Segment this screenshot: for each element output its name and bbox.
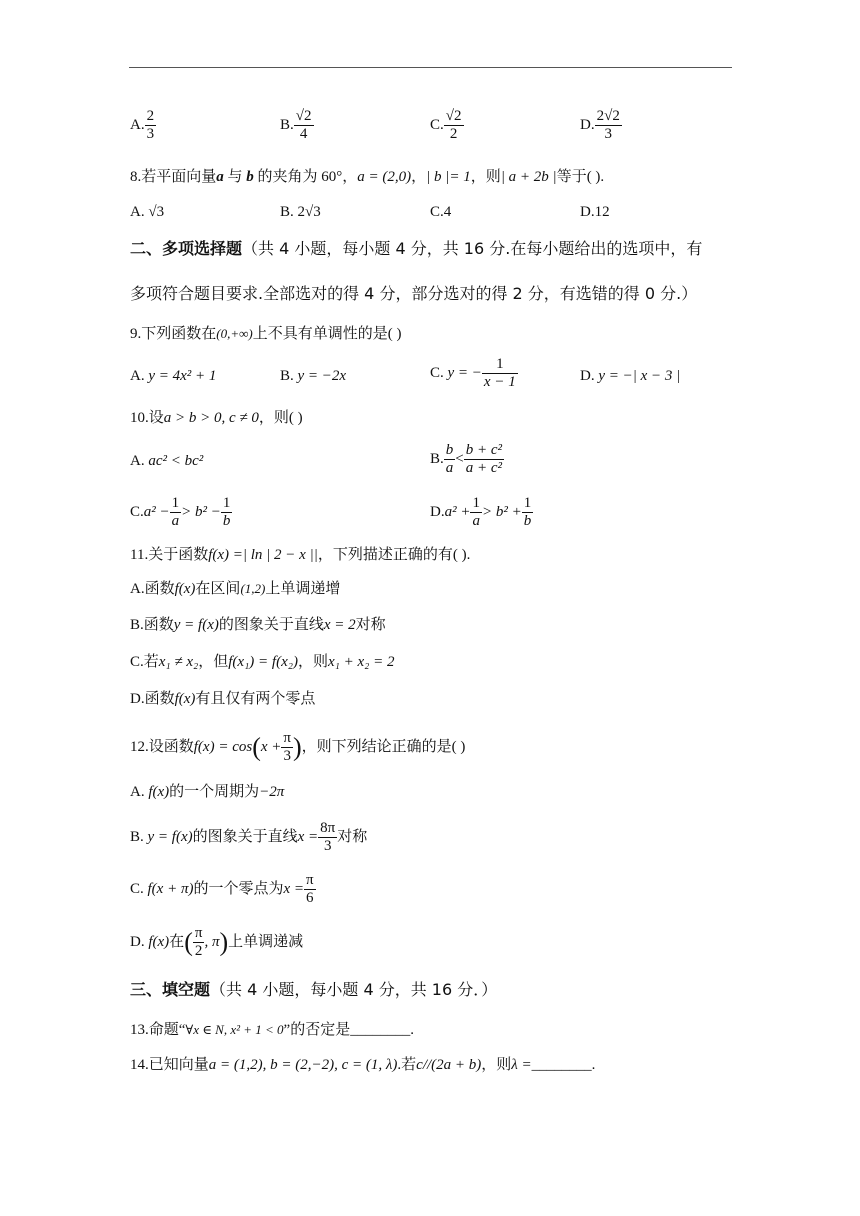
- q11-option-b: B.函数y = f(x)的图象关于直线x = 2对称: [130, 617, 386, 633]
- q14-answer-blank: ________: [531, 1057, 592, 1073]
- q12-option-d: D. f(x)在( $\frac{\pi}{2}$ , π)上单调递减: [130, 925, 304, 959]
- q9-stem: 9.下列函数在(0,+∞)上不具有单调性的是( ): [130, 326, 402, 342]
- q8-option-d: D.12: [580, 204, 610, 220]
- q9-option-d: D. y = −| x − 3 |: [580, 368, 681, 384]
- q9-option-a: A. y = 4x² + 1: [130, 368, 217, 384]
- q8-stem: 8.若平面向量a 与 b 的夹角为 60°，a = (2,0)，| b |= 1，则| a + 2b |等于( ).: [130, 169, 605, 185]
- q12-option-a: A. f(x)的一个周期为−2π: [130, 784, 285, 800]
- q8-option-c: C.4: [430, 204, 452, 220]
- q10-option-d: D.a² + $\frac{1}{a}$ > b² + $\frac{1}{b}$: [430, 495, 532, 529]
- q11-option-c: C.若x₁ ≠ x₂，但f(x₁) = f(x₂)，则x₁ + x₂ = 2: [130, 654, 395, 670]
- section2-heading: 二、多项选择题（共 4 小题，每小题 4 分，共 16 分.在每小题给出的选项中，有: [130, 239, 703, 258]
- q7-option-b: B. $\frac{√2}{4}$: [280, 108, 312, 142]
- q14-stem: 14.已知向量a = (1,2), b = (2,−2), c = (1, λ).若c//(2a + b)，则λ =________.: [130, 1057, 596, 1073]
- q12-option-c: C. f(x + π)的一个零点为x = $\frac{\pi}{6}$: [130, 872, 314, 906]
- section2-heading-cont: 多项符合题目要求.全部选对的得 4 分，部分选对的得 2 分，有选错的得 0 分.）: [130, 284, 698, 303]
- q13-stem: 13.命题“∀x ∈ N, x² + 1 < 0”的否定是________.: [130, 1022, 414, 1038]
- section3-heading: 三、填空题（共 4 小题，每小题 4 分，共 16 分．）: [130, 980, 498, 999]
- q10-option-a: A. ac² < bc²: [130, 453, 204, 469]
- q12-option-b: B. y = f(x)的图象关于直线x = $\frac{8\pi}{3}$ 对称: [130, 820, 368, 854]
- q13-answer-blank: ________: [350, 1022, 411, 1038]
- q8-option-b: B. 2√3: [280, 204, 321, 220]
- q9-option-c: C. y = − $\frac{1}{x - 1}$: [430, 356, 516, 390]
- q7-option-c: C. $\frac{√2}{2}$: [430, 108, 462, 142]
- q8-option-a: A. √3: [130, 204, 165, 220]
- q11-option-d: D.函数f(x)有且仅有两个零点: [130, 691, 316, 707]
- q10-stem: 10.设a > b > 0, c ≠ 0，则( ): [130, 410, 303, 426]
- header-rule: [129, 67, 732, 68]
- q7-option-d: D. $\frac{2√2}{3}$: [580, 108, 620, 142]
- q10-option-c: C.a² − $\frac{1}{a}$ > b² − $\frac{1}{b}$: [130, 495, 231, 529]
- q7-option-a: A. $\frac{2}{3}$: [130, 108, 155, 142]
- q12-stem: 12.设函数f(x) = cos(x + $\frac{\pi}{3}$ )，则下列结论正确的是( ): [130, 730, 466, 764]
- q11-option-a: A.函数f(x)在区间(1,2)上单调递增: [130, 581, 341, 597]
- q11-stem: 11.关于函数f(x) =| ln | 2 − x ||，下列描述正确的有( ).: [130, 547, 471, 563]
- q10-option-b: B. $\frac{b}{a}$ < $\frac{\text{b + c²}}{\text{a + c²}}$: [430, 442, 503, 476]
- q9-option-b: B. y = −2x: [280, 368, 347, 384]
